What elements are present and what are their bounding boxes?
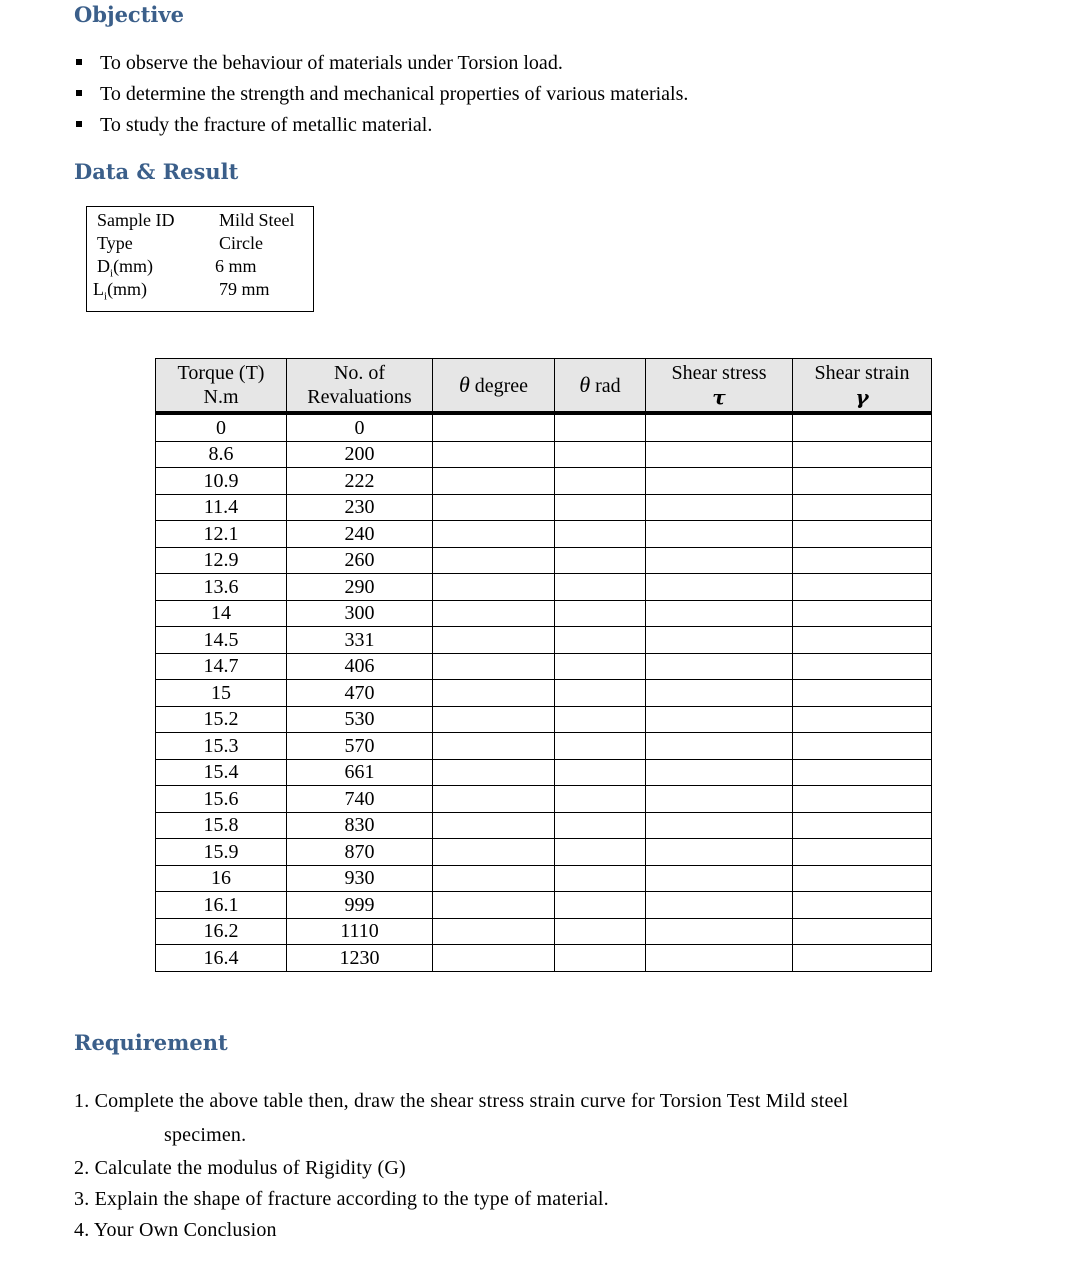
shear-stress-cell bbox=[646, 892, 793, 919]
torque-cell: 12.9 bbox=[156, 547, 287, 574]
sample-length-label bbox=[93, 278, 147, 309]
shear-stress-cell bbox=[646, 547, 793, 574]
revolutions-cell: 740 bbox=[287, 786, 433, 813]
objective-item bbox=[74, 50, 688, 81]
shear-stress-cell bbox=[646, 918, 793, 945]
header-rad-label: rad bbox=[595, 374, 621, 397]
diameter-subscript: i bbox=[110, 267, 114, 280]
theta-rad-cell bbox=[555, 468, 646, 495]
objective-list bbox=[74, 50, 688, 143]
table-row bbox=[156, 627, 932, 654]
objective-item-text: To observe the behaviour of materials under Torsion load. bbox=[100, 52, 563, 74]
theta-degree-cell bbox=[433, 413, 555, 441]
shear-stress-cell bbox=[646, 945, 793, 972]
theta-rad-cell bbox=[555, 574, 646, 601]
objective-item-text: To study the fracture of metallic material. bbox=[100, 114, 433, 136]
torque-cell: 11.4 bbox=[156, 494, 287, 521]
diameter-symbol: D bbox=[97, 256, 110, 276]
table-row bbox=[156, 547, 932, 574]
theta-rad-cell bbox=[555, 839, 646, 866]
torque-cell: 12.1 bbox=[156, 521, 287, 548]
sample-row-id bbox=[87, 209, 313, 232]
table-row bbox=[156, 918, 932, 945]
sample-length-value: 79 mm bbox=[219, 279, 270, 299]
header-shear-strain-label: Shear strain bbox=[814, 361, 910, 384]
theta-degree-cell bbox=[433, 786, 555, 813]
header-torque bbox=[156, 359, 287, 414]
theta-rad-cell bbox=[555, 494, 646, 521]
torque-cell: 16.4 bbox=[156, 945, 287, 972]
table-row bbox=[156, 468, 932, 495]
shear-stress-cell bbox=[646, 468, 793, 495]
header-theta-degree bbox=[433, 359, 555, 414]
header-shear-stress-label: Shear stress bbox=[671, 361, 767, 384]
torque-cell: 13.6 bbox=[156, 574, 287, 601]
torque-cell: 14 bbox=[156, 600, 287, 627]
theta-degree-cell bbox=[433, 600, 555, 627]
theta-rad-cell bbox=[555, 892, 646, 919]
header-shear-strain bbox=[793, 359, 932, 414]
table-row bbox=[156, 680, 932, 707]
header-rev-line1: No. of bbox=[333, 362, 386, 384]
shear-stress-cell bbox=[646, 441, 793, 468]
revolutions-cell: 570 bbox=[287, 733, 433, 760]
table-row bbox=[156, 574, 932, 601]
shear-stress-cell bbox=[646, 574, 793, 601]
data-result-heading: Data & Result bbox=[74, 159, 239, 184]
theta-degree-cell bbox=[433, 680, 555, 707]
table-row bbox=[156, 892, 932, 919]
torque-cell: 15.3 bbox=[156, 733, 287, 760]
revolutions-cell: 470 bbox=[287, 680, 433, 707]
revolutions-cell: 290 bbox=[287, 574, 433, 601]
theta-symbol: θ bbox=[579, 371, 591, 397]
torque-cell: 10.9 bbox=[156, 468, 287, 495]
sample-row-type bbox=[87, 232, 313, 255]
revolutions-cell: 1230 bbox=[287, 945, 433, 972]
theta-rad-cell bbox=[555, 786, 646, 813]
theta-rad-cell bbox=[555, 413, 646, 441]
objective-item-text: To determine the strength and mechanical properties of various materials. bbox=[100, 83, 689, 105]
bullet-square-icon bbox=[76, 121, 82, 127]
sample-id-label: Sample ID bbox=[97, 210, 175, 230]
theta-degree-cell bbox=[433, 839, 555, 866]
table-row bbox=[156, 521, 932, 548]
header-degree-label: degree bbox=[474, 374, 529, 397]
tau-symbol: τ bbox=[712, 384, 726, 409]
theta-rad-cell bbox=[555, 627, 646, 654]
sample-row-diameter bbox=[87, 255, 313, 278]
revolutions-cell: 230 bbox=[287, 494, 433, 521]
shear-strain-cell bbox=[793, 574, 932, 601]
objective-heading: Objective bbox=[74, 2, 184, 27]
objective-item bbox=[74, 81, 688, 112]
theta-rad-cell bbox=[555, 706, 646, 733]
theta-degree-cell bbox=[433, 494, 555, 521]
theta-rad-cell bbox=[555, 918, 646, 945]
theta-degree-cell bbox=[433, 892, 555, 919]
requirement-item bbox=[74, 1184, 848, 1215]
gamma-symbol: γ bbox=[855, 384, 869, 409]
shear-stress-cell bbox=[646, 653, 793, 680]
shear-strain-cell bbox=[793, 865, 932, 892]
shear-strain-cell bbox=[793, 600, 932, 627]
bullet-square-icon bbox=[76, 59, 82, 65]
theta-degree-cell bbox=[433, 733, 555, 760]
theta-rad-cell bbox=[555, 865, 646, 892]
table-row bbox=[156, 706, 932, 733]
length-unit: (mm) bbox=[107, 279, 148, 299]
shear-stress-cell bbox=[646, 839, 793, 866]
shear-strain-cell bbox=[793, 468, 932, 495]
shear-stress-cell bbox=[646, 521, 793, 548]
sample-row-length bbox=[87, 278, 313, 301]
revolutions-cell: 260 bbox=[287, 547, 433, 574]
torque-cell: 15.2 bbox=[156, 706, 287, 733]
shear-stress-cell bbox=[646, 494, 793, 521]
torque-cell: 15 bbox=[156, 680, 287, 707]
revolutions-cell: 0 bbox=[287, 413, 433, 441]
torque-cell: 14.5 bbox=[156, 627, 287, 654]
requirement-item-text: 4. Your Own Conclusion bbox=[74, 1219, 277, 1241]
torque-cell: 15.4 bbox=[156, 759, 287, 786]
table-row bbox=[156, 839, 932, 866]
header-torque-line2: N.m bbox=[203, 386, 239, 408]
shear-stress-cell bbox=[646, 786, 793, 813]
theta-degree-cell bbox=[433, 547, 555, 574]
shear-stress-cell bbox=[646, 759, 793, 786]
shear-stress-cell bbox=[646, 733, 793, 760]
shear-stress-cell bbox=[646, 706, 793, 733]
revolutions-cell: 870 bbox=[287, 839, 433, 866]
table-row bbox=[156, 441, 932, 468]
table-row bbox=[156, 865, 932, 892]
shear-strain-cell bbox=[793, 733, 932, 760]
revolutions-cell: 200 bbox=[287, 441, 433, 468]
torque-cell: 15.8 bbox=[156, 812, 287, 839]
shear-strain-cell bbox=[793, 627, 932, 654]
table-row bbox=[156, 812, 932, 839]
sample-type-value: Circle bbox=[219, 233, 263, 253]
table-row bbox=[156, 494, 932, 521]
table-row bbox=[156, 945, 932, 972]
theta-rad-cell bbox=[555, 547, 646, 574]
theta-degree-cell bbox=[433, 441, 555, 468]
torque-cell: 8.6 bbox=[156, 441, 287, 468]
sample-diameter-value: 6 mm bbox=[215, 256, 257, 276]
theta-rad-cell bbox=[555, 521, 646, 548]
shear-strain-cell bbox=[793, 918, 932, 945]
theta-rad-cell bbox=[555, 759, 646, 786]
torque-cell: 16 bbox=[156, 865, 287, 892]
theta-degree-cell bbox=[433, 627, 555, 654]
revolutions-cell: 222 bbox=[287, 468, 433, 495]
bullet-square-icon bbox=[76, 90, 82, 96]
shear-strain-cell bbox=[793, 494, 932, 521]
header-torque-line1: Torque (T) bbox=[177, 362, 265, 384]
revolutions-cell: 661 bbox=[287, 759, 433, 786]
theta-rad-cell bbox=[555, 600, 646, 627]
header-theta-rad bbox=[555, 359, 646, 414]
objective-item bbox=[74, 112, 688, 143]
sample-type-label: Type bbox=[97, 233, 133, 253]
shear-strain-cell bbox=[793, 680, 932, 707]
theta-degree-cell bbox=[433, 865, 555, 892]
table-body bbox=[156, 413, 932, 971]
revolutions-cell: 300 bbox=[287, 600, 433, 627]
theta-symbol: θ bbox=[458, 371, 470, 397]
table-row bbox=[156, 600, 932, 627]
theta-degree-cell bbox=[433, 574, 555, 601]
shear-strain-cell bbox=[793, 759, 932, 786]
shear-stress-cell bbox=[646, 812, 793, 839]
diameter-unit: (mm) bbox=[113, 256, 154, 276]
shear-strain-cell bbox=[793, 892, 932, 919]
revolutions-cell: 240 bbox=[287, 521, 433, 548]
table-header-row bbox=[156, 359, 932, 414]
shear-strain-cell bbox=[793, 653, 932, 680]
theta-degree-cell bbox=[433, 918, 555, 945]
header-shear-stress bbox=[646, 359, 793, 414]
header-revolutions bbox=[287, 359, 433, 414]
requirement-item-text: 2. Calculate the modulus of Rigidity (G) bbox=[74, 1157, 406, 1179]
torsion-results-table bbox=[155, 358, 932, 972]
revolutions-cell: 999 bbox=[287, 892, 433, 919]
theta-degree-cell bbox=[433, 653, 555, 680]
torque-cell: 14.7 bbox=[156, 653, 287, 680]
revolutions-cell: 406 bbox=[287, 653, 433, 680]
shear-stress-cell bbox=[646, 600, 793, 627]
shear-strain-cell bbox=[793, 413, 932, 441]
requirement-item bbox=[74, 1086, 848, 1153]
requirement-item bbox=[74, 1215, 848, 1246]
revolutions-cell: 1110 bbox=[287, 918, 433, 945]
requirement-list bbox=[74, 1086, 848, 1246]
sample-info-box bbox=[86, 206, 314, 312]
requirement-item-text: 3. Explain the shape of fracture according to the type of material. bbox=[74, 1188, 609, 1210]
shear-stress-cell bbox=[646, 680, 793, 707]
theta-rad-cell bbox=[555, 653, 646, 680]
theta-degree-cell bbox=[433, 706, 555, 733]
revolutions-cell: 930 bbox=[287, 865, 433, 892]
shear-strain-cell bbox=[793, 839, 932, 866]
shear-strain-cell bbox=[793, 812, 932, 839]
shear-strain-cell bbox=[793, 945, 932, 972]
theta-degree-cell bbox=[433, 759, 555, 786]
table-row bbox=[156, 786, 932, 813]
theta-rad-cell bbox=[555, 441, 646, 468]
theta-degree-cell bbox=[433, 812, 555, 839]
requirement-item bbox=[74, 1153, 848, 1184]
shear-stress-cell bbox=[646, 413, 793, 441]
torque-cell: 16.2 bbox=[156, 918, 287, 945]
torque-cell: 0 bbox=[156, 413, 287, 441]
shear-stress-cell bbox=[646, 627, 793, 654]
table-row bbox=[156, 413, 932, 441]
requirement-item-text: 1. Complete the above table then, draw the shear stress strain curve for Torsion Test Mild steel bbox=[74, 1090, 849, 1112]
shear-strain-cell bbox=[793, 547, 932, 574]
theta-degree-cell bbox=[433, 521, 555, 548]
shear-strain-cell bbox=[793, 441, 932, 468]
shear-strain-cell bbox=[793, 706, 932, 733]
shear-stress-cell bbox=[646, 865, 793, 892]
torque-cell: 15.9 bbox=[156, 839, 287, 866]
table-row bbox=[156, 653, 932, 680]
length-subscript: i bbox=[104, 290, 108, 303]
revolutions-cell: 331 bbox=[287, 627, 433, 654]
theta-rad-cell bbox=[555, 680, 646, 707]
theta-rad-cell bbox=[555, 945, 646, 972]
requirement-item-continuation: specimen. bbox=[164, 1124, 247, 1146]
shear-strain-cell bbox=[793, 521, 932, 548]
theta-degree-cell bbox=[433, 945, 555, 972]
torque-cell: 16.1 bbox=[156, 892, 287, 919]
theta-rad-cell bbox=[555, 812, 646, 839]
revolutions-cell: 530 bbox=[287, 706, 433, 733]
table-row bbox=[156, 733, 932, 760]
theta-degree-cell bbox=[433, 468, 555, 495]
length-symbol: L bbox=[93, 279, 104, 299]
requirement-heading: Requirement bbox=[74, 1030, 228, 1055]
revolutions-cell: 830 bbox=[287, 812, 433, 839]
shear-strain-cell bbox=[793, 786, 932, 813]
torque-cell: 15.6 bbox=[156, 786, 287, 813]
sample-id-value: Mild Steel bbox=[219, 210, 295, 230]
table-row bbox=[156, 759, 932, 786]
header-rev-line2: Revaluations bbox=[307, 386, 412, 408]
theta-rad-cell bbox=[555, 733, 646, 760]
